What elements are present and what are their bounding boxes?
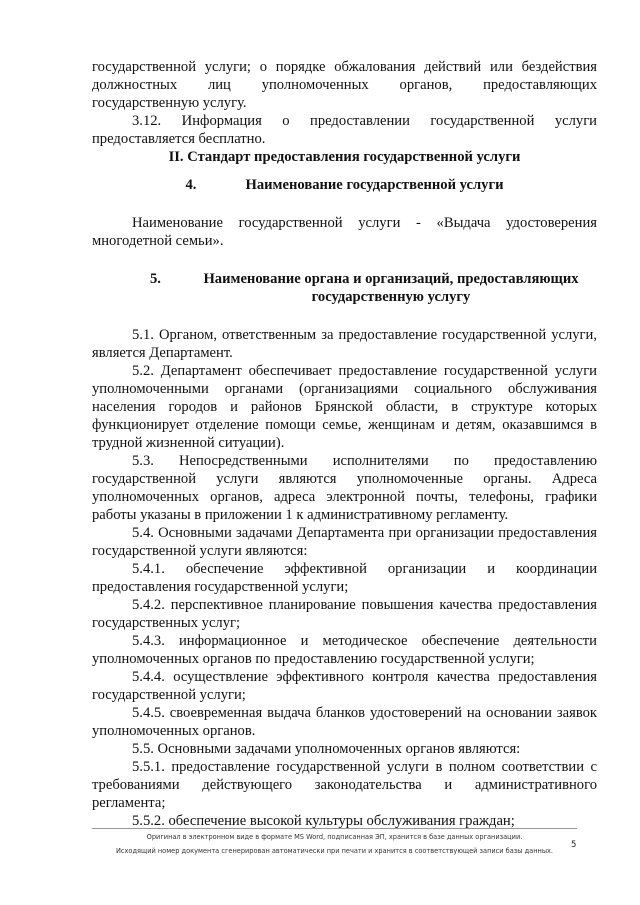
item-5-5-2: 5.5.2. обеспечение высокой культуры обслуживания граждан; <box>132 813 515 829</box>
footer-line-1: Оригинал в электронном виде в формате MS Word, подписанная ЭП, хранится в базе данных организации. <box>146 833 523 841</box>
page-footer <box>92 828 577 858</box>
section-4-number: 4. <box>185 177 197 193</box>
item-5-4: 5.4. Основными задачами Департамента при организации предоставления государственной услуги являются: <box>92 525 597 559</box>
item-5-2: 5.2. Департамент обеспечивает предоставление государственной услуги уполномоченными органами (организациями социального обслуживания населения городов и районов Брянской области, в структуре которых функционирует отделение помощи семье, женщинам и детям, оказавшимся в трудной жизненной ситуации). <box>92 363 597 451</box>
item-5-4-5: 5.4.5. своевременная выдача бланков удостоверений на основании заявок уполномоченных органов. <box>92 705 597 739</box>
section-5-title: Наименование органа и организаций, предоставляющих государственную услугу <box>203 271 579 305</box>
item-5-4-1: 5.4.1. обеспечение эффективной организации и координации предоставления государственной услуги; <box>92 561 597 595</box>
section-5-number: 5. <box>150 271 161 287</box>
item-5-4-2: 5.4.2. перспективное планирование повышения качества предоставления государственных услуг; <box>92 597 597 631</box>
item-5-5: 5.5. Основными задачами уполномоченных органов являются: <box>132 741 521 757</box>
section-4-text: Наименование государственной услуги - «Выдача удостоверения многодетной семьи». <box>92 215 597 249</box>
item-5-5-1: 5.5.1. предоставление государственной услуги в полном соответствии с требованиями действующего законодательства и административного регламента; <box>92 759 597 811</box>
item-5-4-4: 5.4.4. осуществление эффективного контроля качества предоставления государственной услуги; <box>92 669 597 703</box>
document-page <box>92 58 597 830</box>
footer-line-2: Исходящий номер документа сгенерирован автоматически при печати и хранится в соответствующей записи базы данных. <box>115 847 554 855</box>
paragraph-top-1: государственной услуги; о порядке обжалования действий или бездействия должностных лиц уполномоченных органов, предоставляющих государственную услугу. <box>92 59 597 111</box>
item-5-1: 5.1. Органом, ответственным за предоставление государственной услуги, является Департамент. <box>92 327 597 361</box>
paragraph-3-12: 3.12. Информация о предоставлении государственной услуги предоставляется бесплатно. <box>92 113 597 147</box>
section-4-title: Наименование государственной услуги <box>245 177 504 193</box>
section-2-title: II. Стандарт предоставления государственной услуги <box>168 149 521 165</box>
page-number: 5 <box>571 840 577 850</box>
section-4-heading <box>92 176 597 194</box>
section-5-heading <box>92 270 597 306</box>
item-5-4-3: 5.4.3. информационное и методическое обеспечение деятельности уполномоченных органов по предоставлению государственной услуги; <box>92 633 597 667</box>
item-5-3: 5.3. Непосредственными исполнителями по предоставлению государственной услуги являются уполномоченные органы. Адреса уполномоченных органов, адреса электронной почты, телефоны, графики работы указаны в приложении 1 к административному регламенту. <box>92 453 597 523</box>
